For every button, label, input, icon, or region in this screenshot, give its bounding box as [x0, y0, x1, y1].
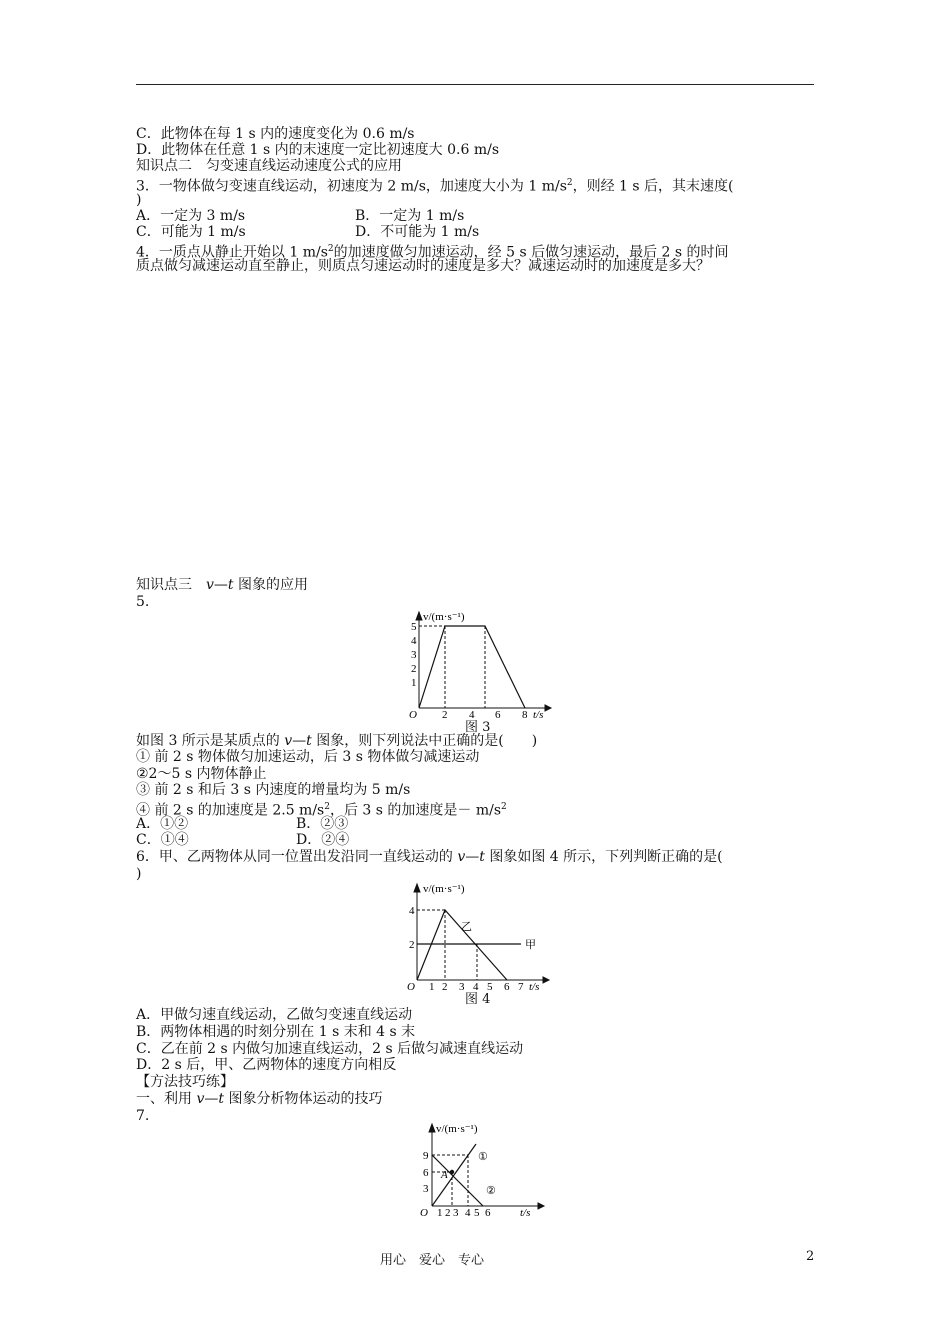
- option-d-q2: D．此物体在任意 1 s 内的末速度一定比初速度大 0.6 m/s: [136, 142, 500, 158]
- statement-3: ③ 前 2 s 和后 3 s 内速度的增量均为 5 m/s: [136, 782, 411, 798]
- section-heading-2: 知识点二 匀变速直线运动速度公式的应用: [136, 158, 402, 174]
- fig3-xtick: 6: [495, 709, 501, 721]
- fig4-ylabel: v/(m·s⁻¹): [423, 883, 465, 895]
- fig4-origin: O: [407, 981, 415, 992]
- q6-option-b: B．两物体相遇的时刻分别在 1 s 末和 4 s 末: [136, 1024, 416, 1040]
- fig7-xtick: 3: [453, 1207, 459, 1218]
- q6-option-d: D．2 s 后，甲、乙两物体的速度方向相反: [136, 1057, 397, 1073]
- graph-line: [419, 626, 525, 708]
- fig7-origin: O: [420, 1207, 428, 1218]
- q6-option-a: A．甲做匀速直线运动，乙做匀变速直线运动: [136, 1007, 413, 1023]
- page-footer: 用心 爱心 专心: [380, 1253, 485, 1268]
- question-5-number: 5.: [136, 594, 150, 610]
- fig3-ylabel: v/(m·s⁻¹): [423, 611, 465, 623]
- fig7-label-2: ②: [486, 1185, 496, 1197]
- question-3-paren: ): [136, 192, 142, 208]
- fig7-xtick: 4: [465, 1207, 471, 1218]
- fig4-ytick: 2: [409, 939, 415, 951]
- fig4-xtick: 6: [504, 981, 510, 992]
- statement-4: ④ 前 2 s 的加速度是 2.5 $m/s^2$，后 3 s 的加速度是－ $m/s^2$: [136, 802, 507, 819]
- figure-3-caption: 图 3: [465, 720, 491, 735]
- fig4-xtick: 7: [518, 981, 524, 992]
- question-7-number: 7.: [136, 1108, 150, 1124]
- q5-option-b: B．②③: [296, 816, 349, 832]
- fig7-ylabel: v/(m·s⁻¹): [436, 1123, 478, 1135]
- q3-option-c: C．可能为 1 m/s: [136, 224, 246, 240]
- fig7-point-label: A: [441, 1169, 448, 1181]
- q3-option-a: A．一定为 3 m/s: [136, 208, 246, 224]
- fig4-xtick: 1: [429, 981, 435, 992]
- y-axis-arrow: [416, 612, 422, 620]
- question-6-paren: ): [136, 866, 142, 882]
- question-4: 4．一质点从静止开始以 1 $m/s^2$的加速度做匀加速运动，经 5 s 后做匀速运动，最后 2 s 的时间: [136, 244, 729, 261]
- fig4-xtick: 4: [473, 981, 479, 992]
- q3-option-b: B．一定为 1 m/s: [355, 208, 465, 224]
- fig3-xlabel: t/s: [533, 709, 544, 721]
- question-5: 如图 3 所示是某质点的 v—t 图象，则下列说法中正确的是( ): [136, 733, 538, 749]
- option-c-q2: C．此物体在每 1 s 内的速度变化为 0.6 m/s: [136, 126, 415, 142]
- question-6: 6．甲、乙两物体从同一位置出发沿同一直线运动的 v—t 图象如图 4 所示，下列判断正确的是(: [136, 849, 723, 865]
- fig4-xtick: 2: [442, 981, 448, 992]
- figure-7-vt-graph: [412, 1120, 552, 1218]
- statement-1: ① 前 2 s 物体做匀加速运动，后 3 s 物体做匀减速运动: [136, 749, 480, 765]
- fig3-xtick: 8: [522, 709, 528, 721]
- x-axis-arrow: [538, 1203, 544, 1209]
- fig7-xtick: 6: [485, 1207, 491, 1218]
- fig7-xtick: 2: [445, 1207, 451, 1218]
- q6-option-c: C．乙在前 2 s 内做匀加速直线运动，2 s 后做匀减速直线运动: [136, 1041, 524, 1057]
- fig4-xtick: 3: [459, 981, 465, 992]
- section-heading-3: 知识点三 v—t 图象的应用: [136, 577, 309, 593]
- header-rule: [136, 84, 814, 85]
- fig7-ytick: 9: [423, 1150, 429, 1162]
- q3-option-d: D．不可能为 1 m/s: [355, 224, 480, 240]
- page-number: 2: [806, 1249, 815, 1264]
- x-axis-arrow: [543, 977, 549, 983]
- q5-option-a: A．①②: [136, 816, 189, 832]
- fig7-xlabel: t/s: [520, 1207, 531, 1218]
- fig3-ytick: 2: [411, 663, 417, 675]
- fig3-ytick: 1: [411, 677, 417, 689]
- q5-option-c: C．①④: [136, 832, 189, 848]
- figure-3-vt-graph: [395, 606, 555, 724]
- fig4-ytick: 4: [409, 905, 415, 917]
- figure-4-caption: 图 4: [465, 992, 491, 1007]
- fig4-xtick: 5: [487, 981, 493, 992]
- fig4-label-jia: 甲: [525, 939, 536, 951]
- fig7-label-1: ①: [478, 1151, 488, 1163]
- fig4-xlabel: t/s: [529, 981, 540, 992]
- fig7-ytick: 6: [423, 1167, 429, 1179]
- figure-4-vt-graph: [397, 880, 557, 992]
- question-4-line2: 质点做匀减速运动直至静止，则质点匀速运动时的速度是多大？减速运动时的加速度是多大？: [136, 258, 710, 274]
- fig3-ytick: 4: [411, 635, 417, 647]
- statement-2: ②2～5 s 内物体静止: [136, 766, 267, 782]
- fig7-ytick: 3: [423, 1183, 429, 1195]
- fig4-label-yi: 乙: [461, 921, 472, 933]
- y-axis-arrow: [414, 884, 420, 892]
- line-2: [432, 1155, 483, 1206]
- y-axis-arrow: [429, 1124, 435, 1132]
- subsection-heading: 一、利用 v—t 图象分析物体运动的技巧: [136, 1091, 383, 1107]
- fig3-ytick: 5: [411, 621, 417, 633]
- fig3-xtick: 2: [442, 709, 448, 721]
- fig3-origin: O: [409, 709, 417, 721]
- fig3-ytick: 3: [411, 649, 417, 661]
- q5-option-d: D．②④: [296, 832, 350, 848]
- fig7-xtick: 1: [437, 1207, 443, 1218]
- point-a: [450, 1170, 454, 1174]
- fig3-xtick: 4: [469, 709, 475, 721]
- line-1: [432, 1144, 476, 1206]
- question-3: 3．一物体做匀变速直线运动，初速度为 2 m/s，加速度大小为 1 $m/s^2$，则经 1 s 后，其末速度(: [136, 178, 734, 195]
- fig7-xtick: 5: [474, 1207, 480, 1218]
- x-axis-arrow: [545, 705, 551, 711]
- method-heading: 【方法技巧练】: [136, 1074, 234, 1090]
